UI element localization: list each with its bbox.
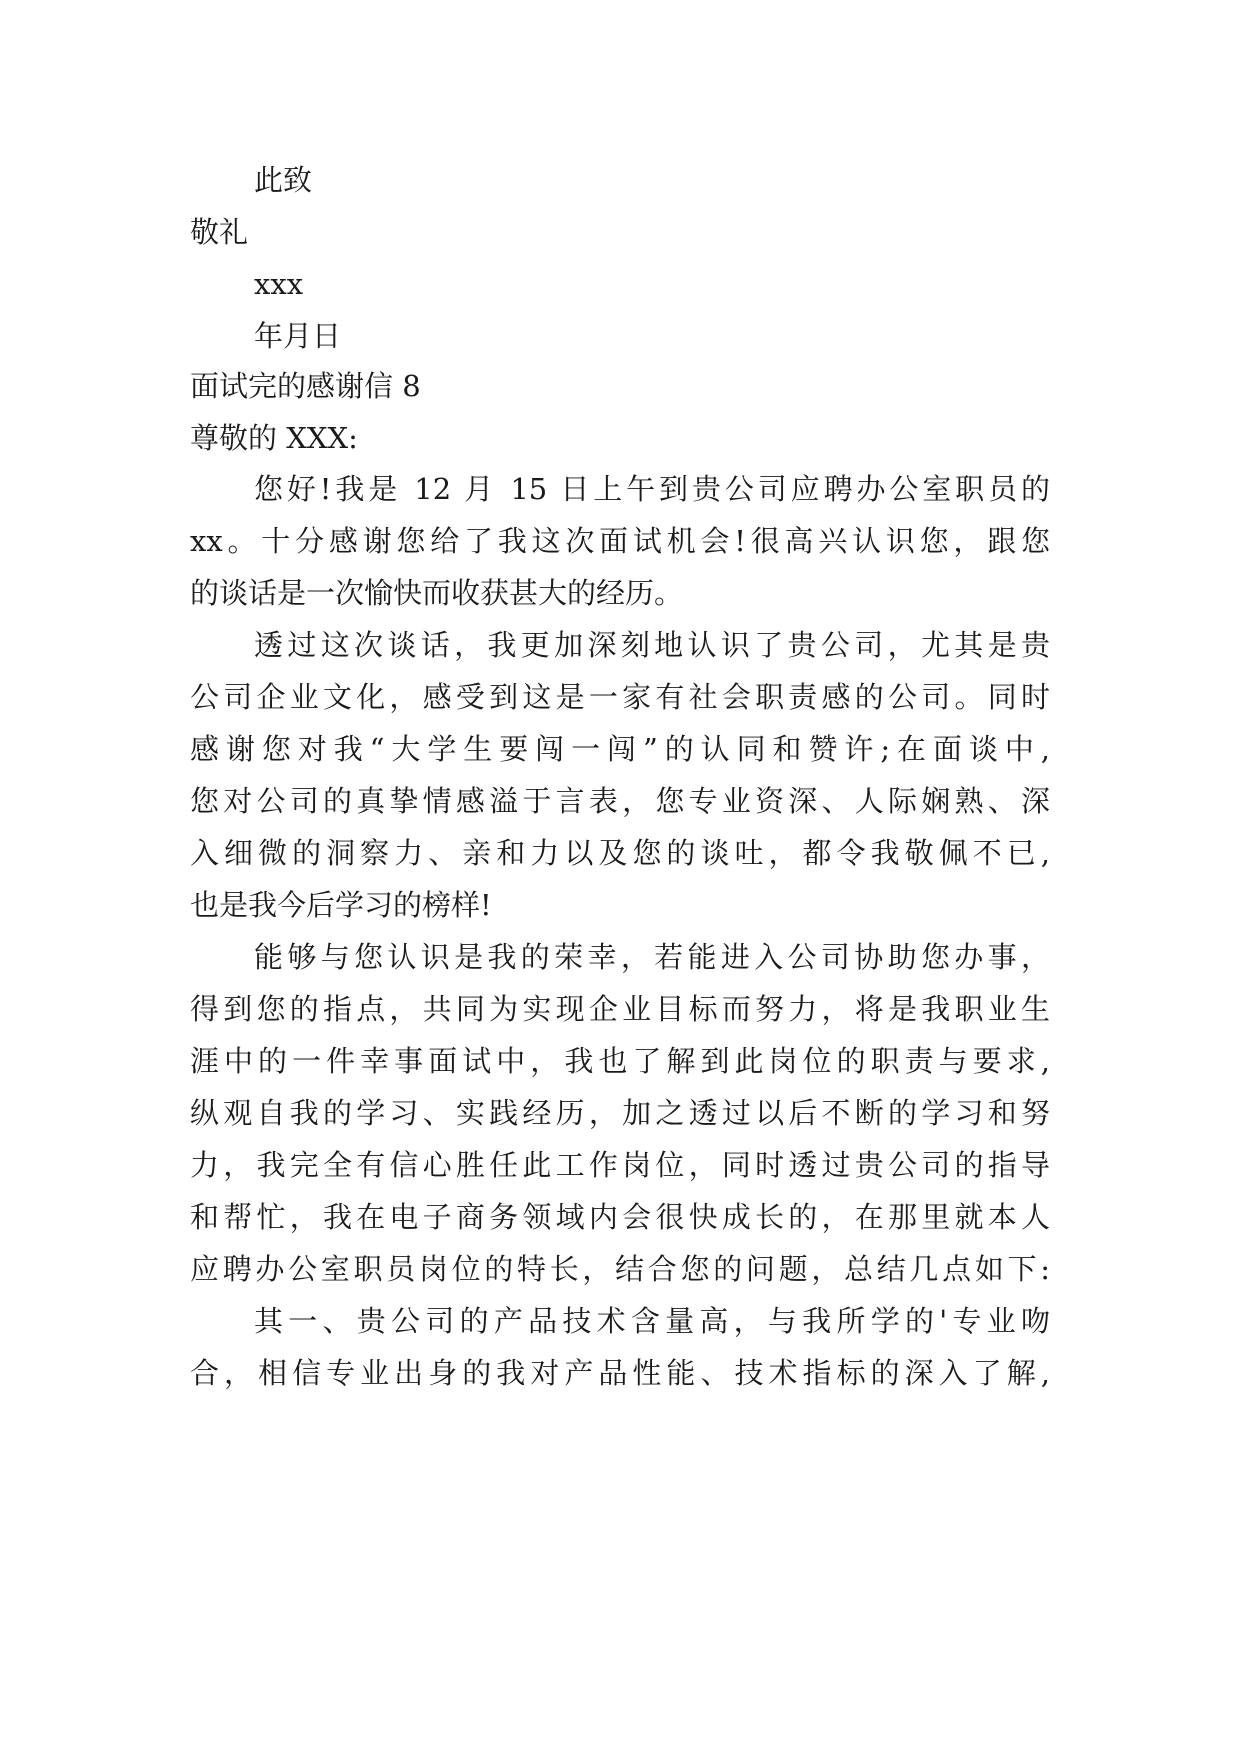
paragraph-line: 合，相信专业出身的我对产品性能、技术指标的深入了解,	[190, 1356, 1050, 1390]
paragraph-line: 应聘办公室职员岗位的特长，结合您的问题，总结几点如下:	[190, 1252, 1050, 1286]
paragraph-line: 您好!我是 12 月 15 日上午到贵公司应聘办公室职员的	[254, 472, 1050, 506]
paragraph-line: 涯中的一件幸事面试中，我也了解到此岗位的职责与要求,	[190, 1044, 1050, 1078]
closing-regards: 敬礼	[190, 215, 249, 249]
paragraph-line: xx。十分感谢您给了我这次面试机会!很高兴认识您，跟您	[190, 524, 1050, 558]
paragraph-line: 您对公司的真挚情感溢于言表，您专业资深、人际娴熟、深	[190, 784, 1050, 818]
date-line: 年月日	[254, 319, 342, 353]
paragraph-line: 的谈话是一次愉快而收获甚大的经历。	[190, 576, 684, 610]
paragraph-line: 能够与您认识是我的荣幸，若能进入公司协助您办事，	[254, 940, 1050, 974]
paragraph-line: 透过这次谈话，我更加深刻地认识了贵公司，尤其是贵	[254, 628, 1050, 662]
paragraph-line: 其一、贵公司的产品技术含量高，与我所学的'专业吻	[254, 1304, 1050, 1338]
closing-salutation: 此致	[254, 163, 313, 197]
paragraph-line: 感谢您对我“大学生要闯一闯”的认同和赞许;在面谈中,	[190, 732, 1050, 766]
paragraph-line: 得到您的指点，共同为实现企业目标而努力，将是我职业生	[190, 992, 1050, 1026]
signature: xxx	[254, 267, 304, 301]
letter-greeting: 尊敬的 XXX:	[190, 421, 358, 455]
paragraph-line: 力，我完全有信心胜任此工作岗位，同时透过贵公司的指导	[190, 1148, 1050, 1182]
letter-title: 面试完的感谢信 8	[190, 369, 421, 403]
paragraph-line: 纵观自我的学习、实践经历，加之透过以后不断的学习和努	[190, 1096, 1050, 1130]
paragraph-line: 也是我今后学习的榜样!	[190, 888, 492, 922]
paragraph-line: 和帮忙，我在电子商务领域内会很快成长的，在那里就本人	[190, 1200, 1050, 1234]
paragraph-line: 公司企业文化，感受到这是一家有社会职责感的公司。同时	[190, 680, 1050, 714]
paragraph-line: 入细微的洞察力、亲和力以及您的谈吐，都令我敬佩不已,	[190, 836, 1050, 870]
